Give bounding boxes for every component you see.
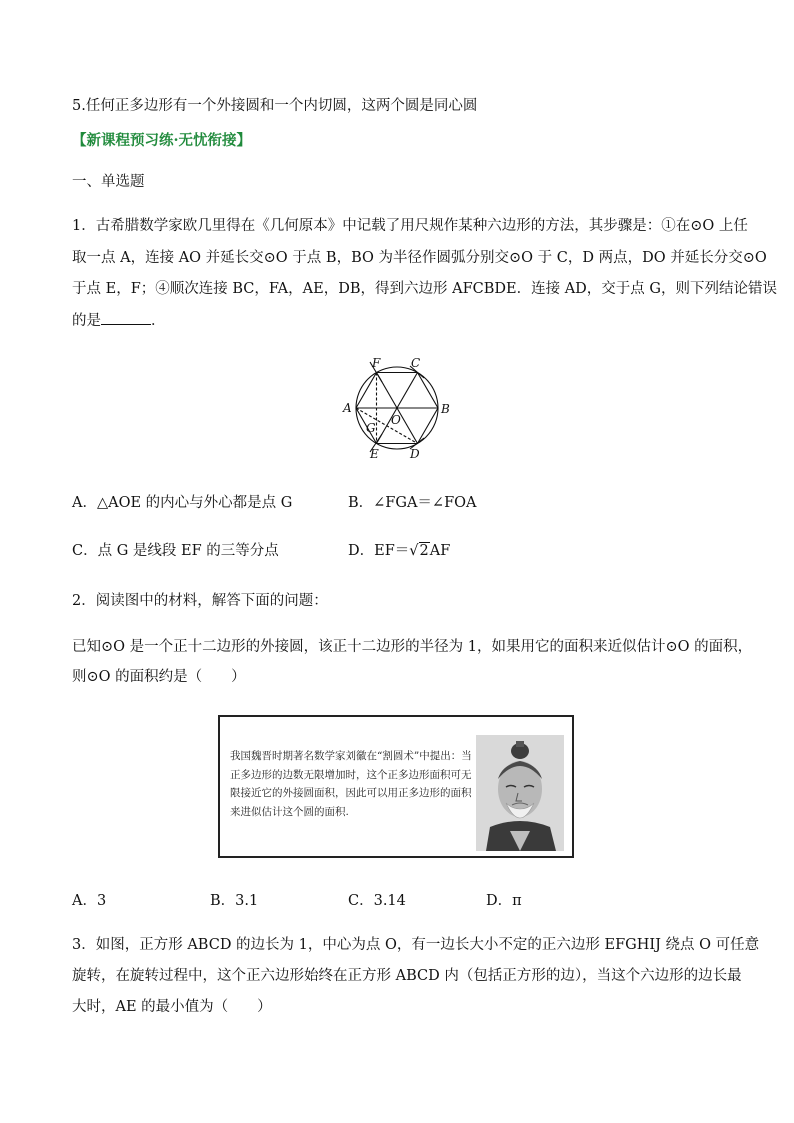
label-b: B (441, 402, 450, 416)
q1-option-d-suffix: AF (429, 543, 451, 559)
q2-option-c: C．3.14 (348, 893, 406, 909)
q1-option-d (348, 541, 450, 561)
q2-option-b: B．3.1 (210, 893, 259, 909)
q3-line-2: 旋转，在旋转过程中，这个正六边形始终在正方形 ABCD 内（包括正方形的边），当这个六边形的边长最 (72, 968, 742, 984)
reading-material-box (218, 715, 574, 858)
sqrt-symbol: √2 (409, 543, 429, 559)
hexagon-figure (340, 352, 458, 464)
q2-option-a: A．3 (72, 893, 107, 909)
label-f: F (372, 356, 381, 370)
q1-line-2: 取一点 A，连接 AO 并延长交⊙O 于点 B，BO 为半径作圆弧分别交⊙O 于 C，D 两点，DO 并延长分交⊙O (72, 250, 767, 266)
section-heading: 一、单选题 (72, 174, 145, 190)
label-g: G (366, 421, 376, 435)
section-tag: 【新课程预习练·无忧衔接】 (72, 132, 252, 149)
q1-option-c: C．点 G 是线段 EF 的三等分点 (72, 543, 279, 559)
q1-line-4: 的是 ． (72, 310, 166, 331)
q3-line-1: 3．如图，正方形 ABCD 的边长为 1，中心为点 O，有一边长大小不定的正六边形 EFGHIJ 绕点 O 可任意 (72, 937, 760, 953)
q1-option-a: A．△AOE 的内心与外心都是点 G (72, 495, 293, 511)
q3-line-3: 大时，AE 的最小值为（ ） (72, 999, 272, 1015)
label-d: D (410, 447, 420, 461)
q1-option-b: B．∠FGA＝∠FOA (348, 495, 477, 511)
q1-line-1: 1．古希腊数学家欧几里得在《几何原本》中记载了用尺规作某种六边形的方法，其步骤是：①在⊙O 上任 (72, 218, 748, 234)
material-text: 我国魏晋时期著名数学家刘徽在“割圆术”中提出：当正多边形的边数无限增加时，这个正多边形面积可无限接近它的外接圆面积，因此可以用正多边形的面积来进似估计这个圆的面积. (230, 750, 472, 818)
q2-line-1: 2．阅读图中的材料，解答下面的问题： (72, 593, 328, 609)
intro-line: 5.任何正多边形有一个外接圆和一个内切圆，这两个圆是同心圆 (72, 98, 478, 114)
q1-option-d-prefix: D．EF＝ (348, 543, 410, 559)
q2-option-d: D．π (486, 893, 522, 909)
q2-line-3: 则⊙O 的面积约是（ ） (72, 669, 246, 685)
q1-stem-end: 的是 (72, 313, 101, 329)
label-a: A (343, 401, 352, 415)
label-o: O (391, 413, 401, 427)
label-c: C (411, 356, 421, 370)
answer-blank (101, 310, 151, 325)
label-e: E (370, 447, 379, 461)
sqrt-radicand: 2 (419, 543, 429, 559)
q1-line-3: 于点 E，F；④顺次连接 BC，FA，AE，DB，得到六边形 AFCBDE．连接 AD，交于点 G，则下列结论错误 (72, 281, 777, 297)
q2-line-2: 已知⊙O 是一个正十二边形的外接圆，该正十二边形的半径为 1，如果用它的面积来近似估计⊙O 的面积， (72, 639, 753, 655)
liu-hui-portrait-image (476, 735, 564, 851)
